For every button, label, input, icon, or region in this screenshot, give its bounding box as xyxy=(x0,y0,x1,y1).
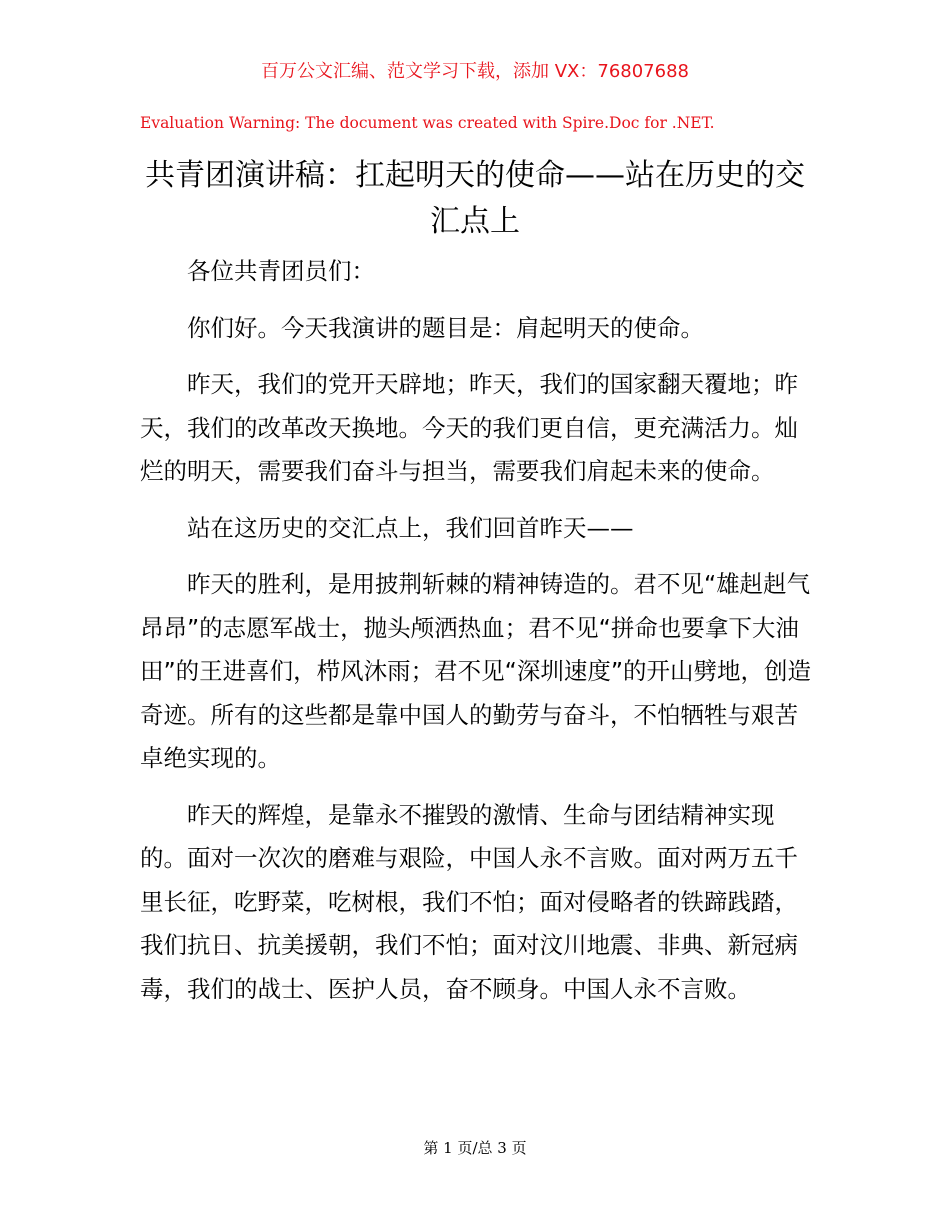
salutation: 各位共青团员们： xyxy=(187,257,375,285)
body-paragraph: 站在这历史的交汇点上，我们回首昨天—— xyxy=(187,513,634,542)
evaluation-warning: Evaluation Warning: The document was created with Spire.Doc for .NET. xyxy=(140,114,715,132)
page-number: 第 1 页/总 3 页 xyxy=(423,1139,527,1157)
body-paragraph: 昨天，我们的党开天辟地；昨天，我们的国家翻天覆地；昨天，我们的改革改天换地。今天的我们更自信，更充满活力。灿烂的明天，需要我们奋斗与担当，需要我们肩起未来的使命。 xyxy=(140,370,798,485)
body-paragraph: 你们好。今天我演讲的题目是：肩起明天的使命。 xyxy=(187,313,704,342)
document-title: 共青团演讲稿：扛起明天的使命——站在历史的交汇点上 xyxy=(145,158,805,239)
document-body xyxy=(140,250,815,1024)
body-paragraph: 昨天的辉煌，是靠永不摧毁的激情、生命与团结精神实现的。面对一次次的磨难与艰险，中国人永不言败。面对两万五千里长征，吃野菜，吃树根，我们不怕；面对侵略者的铁蹄践踏，我们抗日、抗美援朝，我们不怕；面对汶川地震、非典、新冠病毒，我们的战士、医护人员，奋不顾身。中国人永不言败。 xyxy=(140,800,798,1003)
body-paragraph: 昨天的胜利，是用披荆斩棘的精神铸造的。君不见“雄赳赳气昂昂”的志愿军战士，抛头颅洒热血；君不见“拼命也要拿下大油田”的王进喜们，栉风沐雨；君不见“深圳速度”的开山劈地，创造奇迹。所有的这些都是靠中国人的勤劳与奋斗，不怕牺牲与艰苦卓绝实现的。 xyxy=(140,570,812,772)
promo-header: 百万公文汇编、范文学习下载，添加 VX：76807688 xyxy=(261,61,689,82)
